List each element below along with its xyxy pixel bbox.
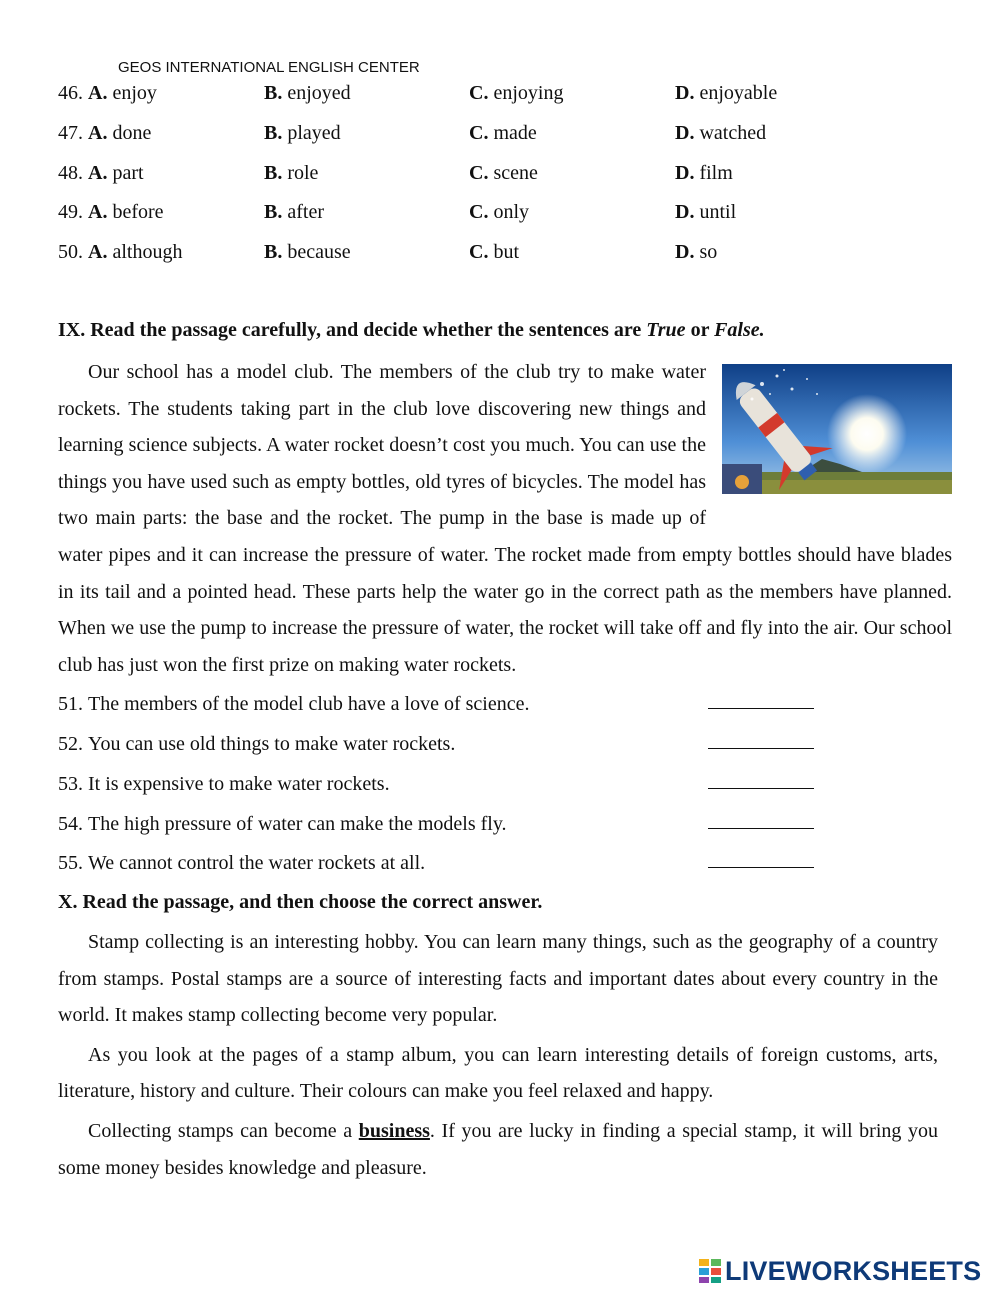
section-10-title: X. Read the passage, and then choose the correct answer. bbox=[58, 891, 543, 913]
statement-row bbox=[58, 690, 818, 718]
option-d: D. watched bbox=[675, 122, 767, 144]
option-d: D. film bbox=[675, 162, 733, 184]
option-b: B. role bbox=[264, 162, 319, 184]
option-d: D. enjoyable bbox=[675, 82, 778, 104]
option-a: A. done bbox=[88, 122, 152, 144]
option-a: A. part bbox=[88, 162, 144, 184]
statement-row bbox=[58, 770, 818, 798]
option-c: C. enjoying bbox=[469, 82, 564, 104]
statement-text: It is expensive to make water rockets. bbox=[88, 773, 390, 795]
statement-text: The members of the model club have a love of science. bbox=[88, 693, 530, 715]
statement-text: You can use old things to make water rockets. bbox=[88, 733, 456, 755]
answer-blank[interactable] bbox=[708, 867, 814, 868]
option-c: C. but bbox=[469, 241, 520, 263]
statement-number: 51. bbox=[58, 693, 83, 715]
option-d: D. so bbox=[675, 241, 718, 263]
water-rocket-photo bbox=[722, 364, 952, 494]
question-number: 47. bbox=[58, 122, 83, 144]
statement-row bbox=[58, 849, 818, 877]
statement-text: We cannot control the water rockets at all. bbox=[88, 852, 426, 874]
liveworksheets-logo-text: LIVEWORKSHEETS bbox=[725, 1256, 982, 1286]
section-10-passage bbox=[58, 924, 938, 1186]
paragraph-2: As you look at the pages of a stamp album, you can learn interesting details of foreign customs, arts, literature, history and culture. Their colours can make you feel relaxed and happy. bbox=[58, 1043, 938, 1103]
answer-blank[interactable] bbox=[708, 748, 814, 749]
question-number: 49. bbox=[58, 201, 83, 223]
option-b: B. played bbox=[264, 122, 341, 144]
option-a: A. although bbox=[88, 241, 183, 263]
liveworksheets-logo bbox=[698, 1256, 981, 1286]
option-c: C. made bbox=[469, 122, 537, 144]
option-b: B. after bbox=[264, 201, 324, 223]
paragraph-3: Collecting stamps can become a business. If you are lucky in finding a special stamp, it will bring you some money besides knowledge and pleasure. bbox=[58, 1119, 938, 1179]
answer-blank[interactable] bbox=[708, 788, 814, 789]
option-c: C. only bbox=[469, 201, 530, 223]
statement-row bbox=[58, 730, 818, 758]
keyword-business: business bbox=[358, 1119, 430, 1142]
option-a: A. enjoy bbox=[88, 82, 157, 104]
statement-number: 55. bbox=[58, 852, 83, 874]
question-number: 48. bbox=[58, 162, 83, 184]
statement-number: 52. bbox=[58, 733, 83, 755]
statement-number: 54. bbox=[58, 813, 83, 835]
option-a: A. before bbox=[88, 201, 164, 223]
option-b: B. because bbox=[264, 241, 351, 263]
question-number: 46. bbox=[58, 82, 83, 104]
header-title: GEOS INTERNATIONAL ENGLISH CENTER bbox=[118, 59, 420, 76]
option-d: D. until bbox=[675, 201, 737, 223]
statement-row bbox=[58, 810, 818, 838]
option-c: C. scene bbox=[469, 162, 538, 184]
question-number: 50. bbox=[58, 241, 83, 263]
statement-number: 53. bbox=[58, 773, 83, 795]
paragraph-1: Stamp collecting is an interesting hobby. You can learn many things, such as the geography of a country from stamps. Postal stamps are a source of interesting facts and important dates about every country in the world. It makes stamp collecting become very popular. bbox=[58, 931, 938, 1027]
section-9-passage: Our school has a model club. The members of the club try to make water rockets. The students taking part in the club love discovering new things and learning science subjects. A water rocket doesn’t cost you much. You can use the things you have used such as empty bottles, old tyres of bicycles. The model has two main parts: the base and the rocket. The pump in the base is made up of water pipes and it can increase the pressure of water. The rocket made from empty bottles should have blades in its tail and a pointed head. These parts help the water go in the correct path as the members have planned. When we use the pump to increase the pressure of water, the rocket will take off and fly into the air. Our school club has just won the first prize on making water rockets. bbox=[58, 361, 952, 676]
answer-blank[interactable] bbox=[708, 828, 814, 829]
answer-blank[interactable] bbox=[708, 708, 814, 709]
option-b: B. enjoyed bbox=[264, 82, 351, 104]
section-9-title: IX. Read the passage carefully, and decide whether the sentences are True or False. bbox=[58, 319, 765, 341]
liveworksheets-logo-icon bbox=[698, 1258, 722, 1284]
statement-text: The high pressure of water can make the models fly. bbox=[88, 813, 507, 835]
